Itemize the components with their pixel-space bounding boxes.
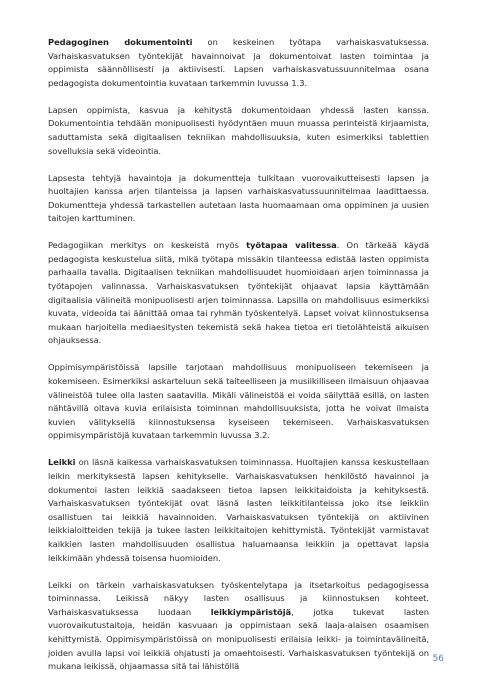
- paragraph-oppimisymparistot: [48, 361, 429, 443]
- term-pedagoginen-dokumentointi: Pedagoginen dokumentointi: [48, 37, 193, 47]
- paragraph-havainnot: [48, 172, 429, 226]
- document-body: [48, 36, 429, 687]
- paragraph-text: Lapsen oppimista, kasvua ja kehitystä dokumentoidaan yhdessä lasten kanssa. Dokumentointia tehdään monipuolisesti hyödyntäen muun muassa perinteistä kirjaamista, saduttamista sekä digitaalisen tekniikan mahdollisuuksia, kuten esimerkiksi tablettien sovelluksia sekä videointia.: [48, 104, 429, 156]
- paragraph-leikki: [48, 456, 429, 565]
- paragraph-dokumentointi: [48, 36, 429, 90]
- paragraph-leikkiymparistot: [48, 579, 429, 674]
- paragraph-text: Pedagogiikan merkitys on keskeistä myös: [48, 240, 247, 251]
- paragraph-text: on keskeinen työtapa varhaiskasvatuksessa. Varhaiskasvatuksen työntekijät havainnoivat ja dokumentoivat lasten toimintaa ja oppimista säännöllisesti ja aktiivisesti. Lapsen varhaiskasvatussuunnitelmaa osana pedagogista dokumentointia kuvataan tarkemmin luvussa 1.3.: [48, 37, 429, 88]
- paragraph-text: . On tärkeää käydä pedagogista keskustelua siitä, mikä työtapa missäkin tilanteessa edistää lasten oppimista parhaalla tavalla. Digitaalisen tekniikan mahdollisuudet huomioidaan arjen toiminnassa ja työtapojen valinnassa. Varhaiskasvatuksen työntekijät ohjaavat lapsia käyttämään digitaalisia välineitä monipuolisesti arjen toiminnassa. Lapsilla on mahdollisuus esimerkiksi kuvata, videoida tai äänittää omaa tai ryhmän työskentelyä. Lapset voivat kiinnostuksensa mukaan harjoitella mediaesitysten tekemistä sekä hakea tietoa eri tietolähteistä aikuisen ohjauksessa.: [48, 240, 430, 346]
- term-leikki: Leikki: [48, 457, 76, 468]
- paragraph-tyotapa: [48, 239, 429, 348]
- paragraph-dokumentointi-yhdessa: [48, 104, 429, 158]
- paragraph-text: Leikki on tärkein varhaiskasvatuksen työskentelytapa ja itsetarkoitus pedagogisessa toiminnassa. Leikissä näkyy lasten osallisuus ja kiinnostuksen kohteet. Varhaiskasvatuksessa luodaan: [48, 579, 429, 617]
- paragraph-text: Lapsesta tehtyjä havaintoja ja dokumentteja tulkitaan vuorovaikutteisesti lapsen ja huoltajien kanssa arjen tilanteissa ja lapsen varhaiskasvatussuunnitelmaa laadittaessa. Dokumentteja yhdessä tarkastellen autetaan lasta huomaamaan oma oppiminen ja uusien taitojen karttuminen.: [48, 172, 429, 224]
- term-leikkiymparistoja: leikkiympäristöjä: [210, 606, 292, 617]
- paragraph-text: on läsnä kaikessa varhaiskasvatuksen toiminnassa. Huoltajien kanssa keskustellaan leikin merkityksestä lapsen kehitykselle. Varhaiskasvatuksen henkilöstö havainnoi ja dokumentoi lasten leikkiä saadakseen tietoa lapsen leikkitaidoista ja kehityksestä. Varhaiskasvatuksen työntekijät ovat läsnä lasten leikkitilanteissa joko itse leikkiin osallistuen tai leikkiä havainnoiden. Varhaiskasvatuksen työntekijä on aktiivinen leikkialoitteiden tekijä ja tukee lasten leikkitaitojen kehittymistä. Työntekijät varmistavat kaikkien lasten mahdollisuuden osallistua haluamaansa leikkiin ja opettavat lapsia leikkimään yhdessä toisensa huomioiden.: [48, 457, 429, 563]
- paragraph-text: Oppimisympäristöissä lapsille tarjotaan mahdollisuus monipuoliseen tekemiseen ja kokemiseen. Esimerkiksi askarteluun sekä taiteelliseen ja musiikilliseen ilmaisuun ohjaavaa välineistöä tulee olla lasten saatavilla. Mikäli välineistöä ei voida säilyttää esillä, on lasten nähtävillä oltava kuvia erilaisista toiminnan mahdollisuuksista, jotta he voivat ilmaista kuvien välityksellä kiinnostuksensa kyseiseen tekemiseen. Varhaiskasvatuksen oppimisympäristöjä kuvataan tarkemmin luvussa 3.2.: [48, 362, 429, 441]
- term-tyotapaa-valitessa: työtapaa valitessa: [246, 240, 337, 251]
- page-number: 56: [432, 654, 444, 664]
- paragraph-text: , jotka tukevat lasten vuorovaikutustaitoja, heidän kasvuaan ja oppimistaan sekä laaja-alaisen osaamisen kehittymistä. Oppimisympäristöissä on monipuolisesti erilaisia leikki- ja toimintavälineitä, joiden avulla lapsi voi leikkiä ohjatusti ja omaehtoisesti. Varhaiskasvatuksen työntekijä on mukana leikissä, ohjaamassa sitä tai lähistöllä: [48, 606, 429, 672]
